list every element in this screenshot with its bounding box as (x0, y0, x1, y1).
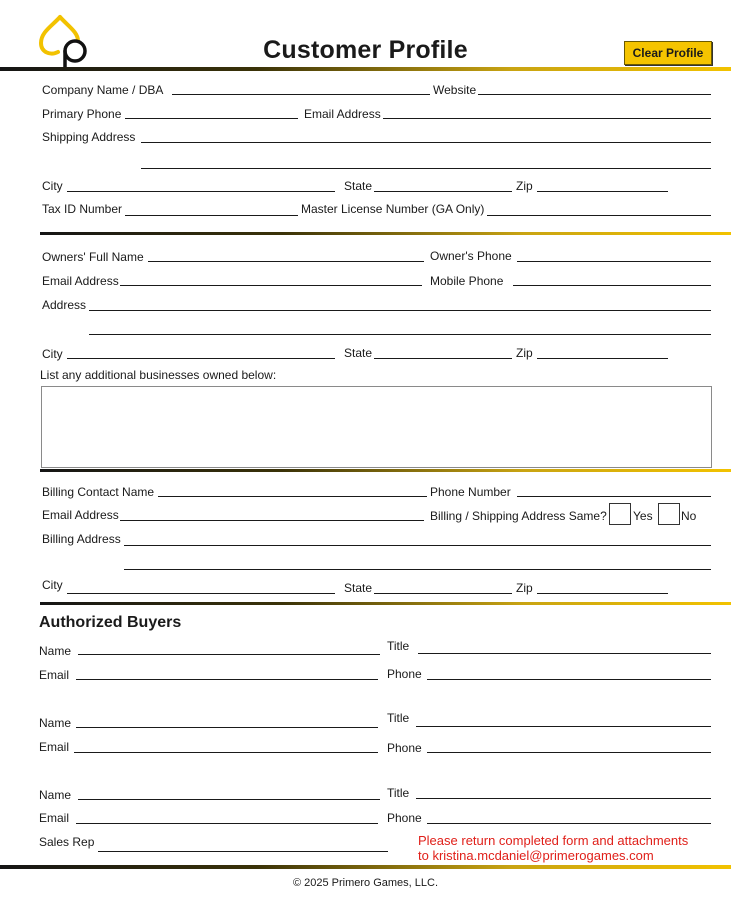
return-instructions (418, 833, 688, 863)
same-address-no-checkbox[interactable] (658, 503, 680, 525)
no-label: No (681, 509, 697, 523)
header-divider (0, 67, 731, 71)
primary-phone-label: Primary Phone (42, 107, 122, 121)
buyer-3-name-label: Name (39, 788, 72, 802)
master-license-field[interactable] (487, 215, 711, 216)
copyright: © 2025 Primero Games, LLC. (292, 877, 439, 889)
company-email-field[interactable] (383, 118, 711, 119)
buyer-3-title-field[interactable] (416, 798, 711, 799)
buyer-3-name-field[interactable] (78, 799, 380, 800)
billing-city-field[interactable] (67, 593, 335, 594)
billing-contact-field[interactable] (158, 496, 427, 497)
billing-zip-label: Zip (516, 581, 533, 595)
owner-address-field-1[interactable] (89, 310, 711, 311)
primary-phone-field[interactable] (125, 118, 298, 119)
owner-phone-label: Owner's Phone (430, 249, 512, 263)
owner-email-label: Email Address (42, 274, 119, 288)
mobile-phone-label: Mobile Phone (430, 274, 504, 288)
mobile-phone-field[interactable] (513, 285, 711, 286)
billing-contact-label: Billing Contact Name (42, 485, 155, 499)
shipping-address-label: Shipping Address (42, 130, 136, 144)
section-divider-buyers (40, 602, 731, 605)
return-instructions-line-1: Please return completed form and attachments (418, 833, 689, 848)
buyer-3-phone-label: Phone (387, 811, 422, 825)
buyer-1-email-label: Email (39, 668, 70, 682)
billing-zip-field[interactable] (537, 593, 668, 594)
billing-state-field[interactable] (374, 593, 512, 594)
owner-address-label: Address (42, 298, 87, 312)
master-license-label: Master License Number (GA Only) (301, 202, 485, 216)
billing-phone-label: Phone Number (430, 485, 511, 499)
company-name-field[interactable] (172, 94, 430, 95)
website-field[interactable] (478, 94, 711, 95)
company-city-label: City (42, 179, 63, 193)
owner-email-field[interactable] (120, 285, 422, 286)
yes-label: Yes (633, 509, 653, 523)
footer-divider (0, 865, 731, 869)
buyer-1-name-label: Name (39, 644, 72, 658)
company-email-label: Email Address (304, 107, 381, 121)
owner-zip-label: Zip (516, 346, 533, 360)
buyer-3-phone-field[interactable] (427, 823, 711, 824)
section-divider-owner (40, 232, 731, 235)
clear-profile-button[interactable]: Clear Profile (624, 41, 712, 65)
buyer-2-email-field[interactable] (74, 752, 378, 753)
billing-address-label: Billing Address (42, 532, 121, 546)
buyer-1-title-label: Title (387, 639, 410, 653)
buyer-1-name-field[interactable] (78, 654, 380, 655)
buyer-3-email-field[interactable] (76, 823, 378, 824)
website-label: Website (433, 83, 477, 97)
page-title: Customer Profile (263, 36, 468, 64)
additional-businesses-textarea[interactable] (41, 386, 712, 468)
buyer-1-title-field[interactable] (418, 653, 711, 654)
billing-email-label: Email Address (42, 508, 119, 522)
buyer-2-email-label: Email (39, 740, 70, 754)
section-divider-billing (40, 469, 731, 472)
same-address-question: Billing / Shipping Address Same? (430, 509, 607, 523)
buyer-2-title-field[interactable] (416, 726, 711, 727)
owner-name-field[interactable] (148, 261, 424, 262)
buyer-1-phone-field[interactable] (427, 679, 711, 680)
buyer-1-phone-label: Phone (387, 667, 422, 681)
tax-id-label: Tax ID Number (42, 202, 123, 216)
billing-email-field[interactable] (120, 520, 424, 521)
company-city-field[interactable] (67, 191, 335, 192)
buyer-2-title-label: Title (387, 711, 410, 725)
company-name-label: Company Name / DBA (42, 83, 164, 97)
owner-city-field[interactable] (67, 358, 335, 359)
buyer-2-phone-field[interactable] (427, 752, 711, 753)
billing-phone-field[interactable] (517, 496, 711, 497)
sales-rep-field[interactable] (98, 851, 388, 852)
owner-state-label: State (344, 346, 373, 360)
owner-phone-field[interactable] (517, 261, 711, 262)
shipping-address-field-1[interactable] (141, 142, 711, 143)
buyer-2-name-label: Name (39, 716, 72, 730)
company-zip-field[interactable] (537, 191, 668, 192)
company-state-label: State (344, 179, 373, 193)
return-instructions-line-2: to kristina.mcdaniel@primerogames.com (418, 848, 654, 863)
billing-address-field-2[interactable] (124, 569, 711, 570)
buyer-3-title-label: Title (387, 786, 410, 800)
billing-address-field-1[interactable] (124, 545, 711, 546)
buyer-1-email-field[interactable] (76, 679, 378, 680)
company-state-field[interactable] (374, 191, 512, 192)
owner-name-label: Owners' Full Name (42, 250, 144, 264)
shipping-address-field-2[interactable] (141, 168, 711, 169)
billing-state-label: State (344, 581, 373, 595)
owner-zip-field[interactable] (537, 358, 668, 359)
same-address-yes-checkbox[interactable] (609, 503, 631, 525)
owner-address-field-2[interactable] (89, 334, 711, 335)
owner-city-label: City (42, 347, 63, 361)
additional-businesses-label: List any additional businesses owned below: (40, 368, 277, 382)
billing-city-label: City (42, 578, 63, 592)
buyer-2-phone-label: Phone (387, 741, 422, 755)
sales-rep-label: Sales Rep (39, 835, 95, 849)
company-zip-label: Zip (516, 179, 533, 193)
buyer-2-name-field[interactable] (76, 727, 378, 728)
buyer-3-email-label: Email (39, 811, 70, 825)
owner-state-field[interactable] (374, 358, 512, 359)
authorized-buyers-heading: Authorized Buyers (39, 614, 182, 631)
tax-id-field[interactable] (125, 215, 298, 216)
